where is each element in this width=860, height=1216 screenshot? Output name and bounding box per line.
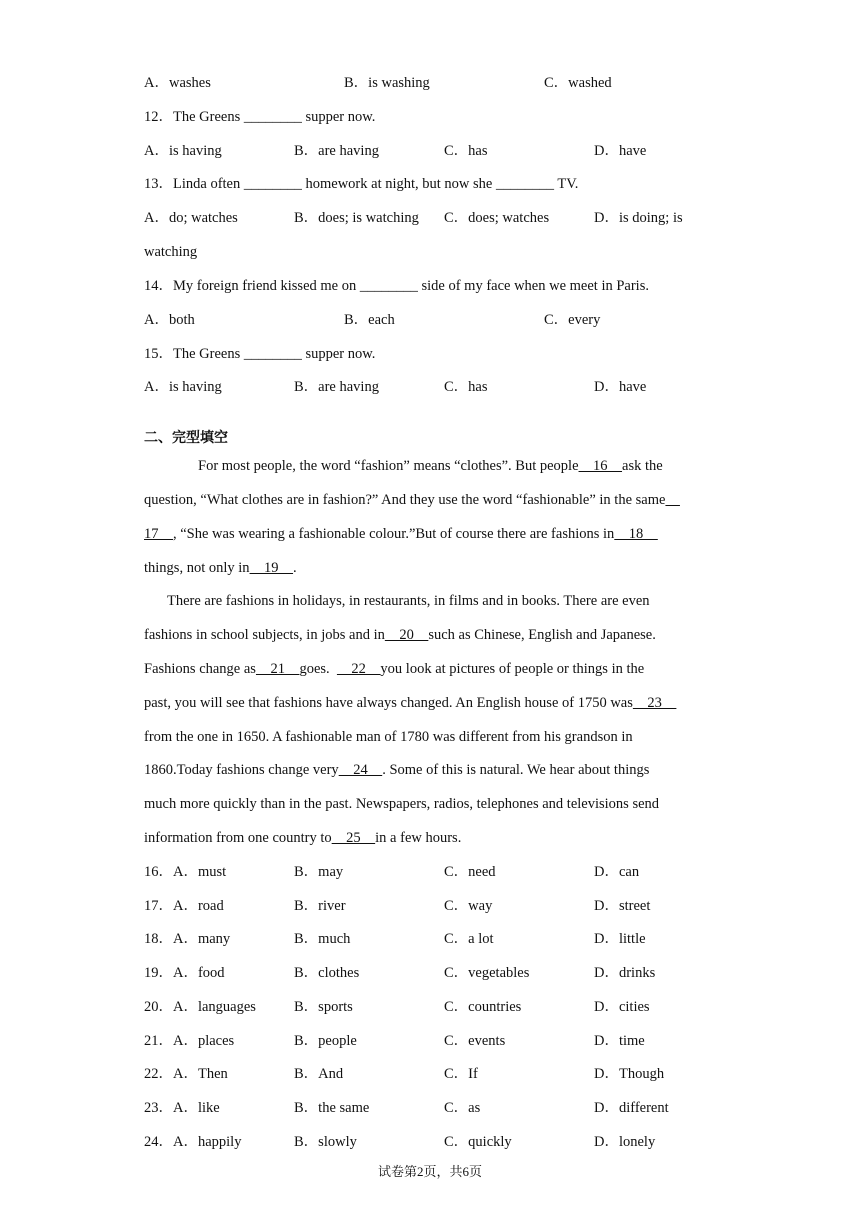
- q17-option-c: C．way: [444, 898, 493, 914]
- q17-option-d: D．street: [594, 898, 651, 914]
- q22-option-a: 22．A．Then: [144, 1066, 228, 1082]
- q13-stem: 13．Linda often ________ homework at night, but now she ________ TV.: [144, 176, 579, 192]
- passage-text: past, you will see that fashions have always changed. An English house of 1750 was: [144, 695, 633, 711]
- passage-text: 1860.Today fashions change very: [144, 762, 339, 778]
- q14-option-a: A．both: [144, 312, 195, 328]
- q18-option-c: C．a lot: [444, 931, 494, 947]
- passage-line-8: [144, 693, 676, 713]
- blank-18: 18: [614, 526, 658, 542]
- q15-option-c: C．has: [444, 379, 488, 395]
- q17-option-b: B．river: [294, 898, 346, 914]
- passage-line-2: [144, 490, 680, 510]
- q23-option-a: 23．A．like: [144, 1100, 220, 1116]
- passage-line-1: [198, 456, 663, 476]
- section-heading: 二、完型填空: [144, 430, 228, 446]
- q13-option-b: B．does; is watching: [294, 210, 419, 226]
- q22-option-b: B．And: [294, 1066, 344, 1082]
- q18-option-b: B．much: [294, 931, 351, 947]
- q17-option-a: 17．A．road: [144, 898, 224, 914]
- q20-option-b: B．sports: [294, 999, 353, 1015]
- q19-option-c: C．vegetables: [444, 965, 530, 981]
- q20-option-a: 20．A．languages: [144, 999, 256, 1015]
- q14-stem: 14．My foreign friend kissed me on ________ side of my face when we meet in Paris.: [144, 278, 649, 294]
- q13-option-d-continued: watching: [144, 244, 198, 260]
- q19-option-a: 19．A．food: [144, 965, 225, 981]
- blank-23: 23: [632, 695, 677, 711]
- q14-option-b: B．each: [344, 312, 395, 328]
- q22-option-d: D．Though: [594, 1066, 665, 1082]
- q16-option-c: C．need: [444, 864, 496, 880]
- q21-option-b: B．people: [294, 1033, 357, 1049]
- passage-line-4: [144, 558, 297, 578]
- q22-option-c: C．If: [444, 1066, 478, 1082]
- blank-19: 19: [249, 560, 294, 576]
- passage-text: information from one country to: [144, 830, 332, 846]
- q16-option-a: 16．A．must: [144, 864, 227, 880]
- passage-text: ask the: [622, 458, 663, 474]
- passage-line-10: [144, 760, 649, 780]
- q23-option-d: D．different: [594, 1100, 669, 1116]
- q11-option-a: A．washes: [144, 75, 211, 91]
- q12-option-a: A．is having: [144, 143, 222, 159]
- q19-option-d: D．drinks: [594, 965, 656, 981]
- q11-option-b: B．is washing: [344, 75, 430, 91]
- passage-line-9: from the one in 1650. A fashionable man of 1780 was different from his grandson in: [144, 729, 633, 745]
- q15-option-d: D．have: [594, 379, 647, 395]
- q16-option-b: B．may: [294, 864, 344, 880]
- q24-option-d: D．lonely: [594, 1134, 656, 1150]
- q18-option-a: 18．A．many: [144, 931, 231, 947]
- passage-line-7: [144, 659, 644, 679]
- blank-17: 17: [144, 526, 173, 542]
- q20-option-d: D．cities: [594, 999, 650, 1015]
- blank-20: 20: [384, 627, 429, 643]
- blank-17-start: [665, 492, 680, 508]
- q11-option-c: C．washed: [544, 75, 612, 91]
- blank-22: 22: [336, 661, 381, 677]
- passage-line-3: [144, 524, 658, 544]
- q23-option-b: B．the same: [294, 1100, 370, 1116]
- q13-option-a: A．do; watches: [144, 210, 238, 226]
- q12-stem: 12．The Greens ________ supper now.: [144, 109, 376, 125]
- blank-24: 24: [338, 762, 383, 778]
- q21-option-c: C．events: [444, 1033, 506, 1049]
- q19-option-b: B．clothes: [294, 965, 360, 981]
- q12-option-d: D．have: [594, 143, 647, 159]
- q23-option-c: C．as: [444, 1100, 481, 1116]
- q13-option-c: C．does; watches: [444, 210, 550, 226]
- passage-text: , “She was wearing a fashionable colour.”But of course there are fashions in: [173, 526, 615, 542]
- blank-25: 25: [331, 830, 376, 846]
- passage-line-12: [144, 828, 461, 848]
- passage-text: in a few hours.: [375, 830, 462, 846]
- q24-option-c: C．quickly: [444, 1134, 512, 1150]
- passage-text: you look at pictures of people or things in the: [380, 661, 645, 677]
- passage-line-6: [144, 625, 656, 645]
- q21-option-a: 21．A．places: [144, 1033, 235, 1049]
- q12-option-c: C．has: [444, 143, 488, 159]
- passage-text: such as Chinese, English and Japanese.: [428, 627, 656, 643]
- q12-option-b: B．are having: [294, 143, 379, 159]
- passage-text: fashions in school subjects, in jobs and in: [144, 627, 385, 643]
- q16-option-d: D．can: [594, 864, 640, 880]
- blank-21: 21: [255, 661, 300, 677]
- q18-option-d: D．little: [594, 931, 646, 947]
- passage-text: things, not only in: [144, 560, 250, 576]
- page-footer: 试卷第2页，共6页: [377, 1164, 482, 1179]
- q15-stem: 15．The Greens ________ supper now.: [144, 346, 376, 362]
- passage-text: .: [293, 560, 297, 576]
- blank-16: 16: [578, 458, 623, 474]
- q13-option-d: D．is doing; is: [594, 210, 683, 226]
- q21-option-d: D．time: [594, 1033, 645, 1049]
- q14-option-c: C．every: [544, 312, 601, 328]
- passage-text: Fashions change as: [144, 661, 256, 677]
- q20-option-c: C．countries: [444, 999, 522, 1015]
- q24-option-a: 24．A．happily: [144, 1134, 242, 1150]
- passage-text: For most people, the word “fashion” means “clothes”. But people: [198, 458, 579, 474]
- passage-line-11: much more quickly than in the past. Newspapers, radios, telephones and televisions send: [144, 796, 660, 812]
- passage-text: goes.: [299, 661, 337, 677]
- passage-text: question, “What clothes are in fashion?” And they use the word “fashionable” in the same: [144, 492, 666, 508]
- passage-line-5: There are fashions in holidays, in restaurants, in films and in books. There are even: [167, 593, 650, 609]
- q15-option-b: B．are having: [294, 379, 379, 395]
- q15-option-a: A．is having: [144, 379, 222, 395]
- q24-option-b: B．slowly: [294, 1134, 357, 1150]
- passage-text: . Some of this is natural. We hear about things: [382, 762, 650, 778]
